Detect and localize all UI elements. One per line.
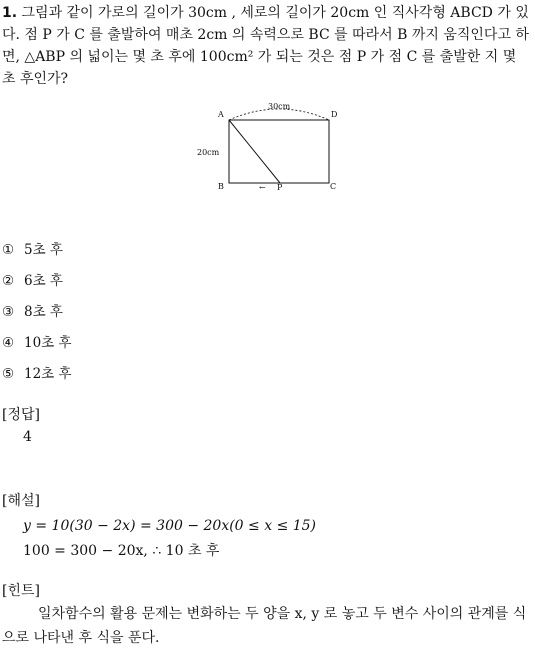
choice-2-number: ② bbox=[2, 273, 15, 289]
choice-1[interactable] bbox=[2, 239, 72, 270]
choice-2[interactable] bbox=[2, 270, 72, 301]
label-d: D bbox=[331, 110, 338, 119]
solution-section bbox=[2, 490, 316, 562]
solution-line-2: 100 = 300 − 20x, ∴ 10 초 후 bbox=[23, 543, 220, 559]
answer-section bbox=[2, 404, 40, 448]
answer-value: 4 bbox=[23, 429, 32, 445]
answer-heading: [정답] bbox=[2, 407, 40, 423]
hint-text: 일차함수의 활용 문제는 변화하는 두 양을 x, y 로 놓고 두 변수 사이의 관계를 식으로 나타낸 후 식을 푼다. bbox=[2, 606, 527, 646]
question-text: 그림과 같이 가로의 길이가 30cm , 세로의 길이가 20cm 인 직사각형 ABCD 가 있다. 점 P 가 C 를 출발하여 매초 2cm 의 속력으로 BC 를 따라서 B 까지 움직인다고 하면, △ABP 의 넓이는 몇 초 후에 100cm² 가 되는 것은 점 P 가 점 C 를 출발한 지 몇 초 후인가? bbox=[2, 5, 529, 87]
choice-5[interactable] bbox=[2, 363, 72, 394]
question-number: 1. bbox=[2, 5, 18, 21]
choice-5-text: 12초 후 bbox=[24, 366, 72, 382]
label-a: A bbox=[218, 110, 224, 119]
choice-5-number: ⑤ bbox=[2, 366, 15, 382]
choice-3-number: ③ bbox=[2, 304, 15, 320]
choice-2-text: 6초 후 bbox=[24, 273, 63, 289]
choice-1-text: 5초 후 bbox=[24, 242, 63, 258]
label-b: B bbox=[218, 182, 224, 191]
choice-4-number: ④ bbox=[2, 335, 15, 351]
solution-line-1: y = 10(30 − 2x) = 300 − 20x(0 ≤ x ≤ 15) bbox=[23, 518, 317, 534]
choice-3-text: 8초 후 bbox=[24, 304, 63, 320]
choice-4-text: 10초 후 bbox=[24, 335, 72, 351]
choice-1-number: ① bbox=[2, 242, 15, 258]
segment-ap bbox=[229, 120, 280, 183]
choice-4[interactable] bbox=[2, 332, 72, 363]
hint-heading: [힌트] bbox=[2, 583, 40, 599]
rectangle-figure bbox=[196, 102, 346, 198]
label-c: C bbox=[330, 182, 337, 191]
question bbox=[2, 2, 532, 90]
choice-3[interactable] bbox=[2, 301, 72, 332]
choices-list bbox=[2, 239, 72, 394]
height-label: 20cm bbox=[197, 148, 220, 157]
rectangle-abcd bbox=[229, 120, 329, 183]
label-p: P bbox=[277, 183, 283, 192]
solution-heading: [해설] bbox=[2, 493, 40, 509]
width-label: 30cm bbox=[268, 102, 291, 111]
arrow-left-icon: ← bbox=[259, 183, 266, 192]
rectangle-diagram bbox=[196, 102, 346, 198]
hint-section bbox=[2, 580, 532, 650]
